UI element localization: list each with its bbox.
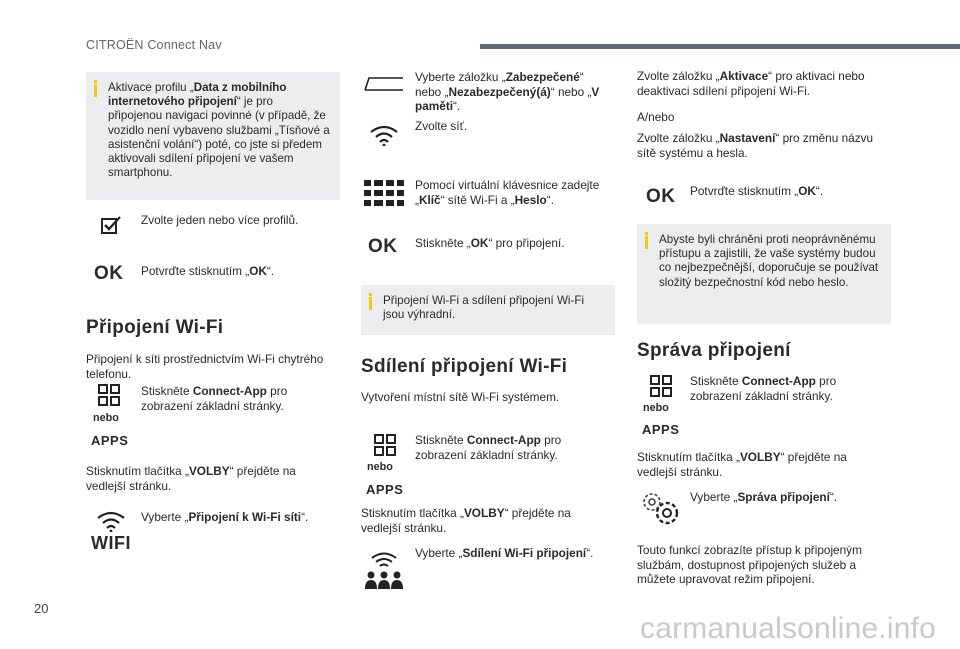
- info-note-security: [637, 224, 891, 324]
- apps-grid-icon: [98, 384, 120, 406]
- step-select-tab: Vyberte záložku „Zabezpečené“ nebo „Nezabezpečený(á)“ nebo „V paměti“.: [415, 70, 600, 114]
- step-press-ok: Stiskněte „OK“ pro připojení.: [415, 236, 565, 250]
- step-select-connection-management: Vyberte „Správa připojení“.: [690, 490, 838, 504]
- info-note-text: Připojení Wi-Fi a sdílení připojení Wi-Fi jsou výhradní.: [383, 294, 585, 322]
- apps-label: APPS: [366, 482, 404, 497]
- apps-label: APPS: [642, 422, 680, 437]
- info-note-exclusive: [361, 285, 615, 335]
- tab-icon: [364, 76, 404, 92]
- step-select-wifi-sharing: Vyberte „Sdílení Wi-Fi připojení“.: [415, 546, 594, 560]
- info-icon: [369, 293, 372, 296]
- page-number: 20: [34, 601, 49, 616]
- step-choose-network: Zvolte síť.: [415, 119, 468, 133]
- info-icon: [94, 80, 97, 83]
- apps-label: APPS: [91, 433, 129, 448]
- or-label: nebo: [643, 402, 669, 414]
- header-bar: [480, 44, 960, 49]
- section-heading-wifi-sharing: Sdílení připojení Wi-Fi: [361, 356, 568, 377]
- gears-icon: [640, 490, 682, 528]
- info-icon-bar: [94, 84, 97, 97]
- watermark: carmanualsonline.info: [640, 612, 937, 645]
- and-or-label: A/nebo: [637, 110, 675, 124]
- connection-management-description: Touto funkcí zobrazíte přístup k připojeným službám, dostupnost připojených služeb a můžete upravovat režim připojení.: [637, 543, 862, 587]
- wifi-icon: [96, 510, 126, 532]
- step-volby: Stisknutím tlačítka „VOLBY“ přejděte na vedlejší stránku.: [361, 506, 571, 535]
- step-press-connect-app: Stiskněte Connect-App pro zobrazení základní stránky.: [415, 433, 562, 462]
- wifi-sharing-intro: Vytvoření místní sítě Wi-Fi systémem.: [361, 390, 560, 404]
- step-confirm-ok: Potvrďte stisknutím „OK“.: [141, 264, 275, 278]
- wifi-text-icon: WIFI: [91, 533, 131, 553]
- wifi-signal-icon: [369, 124, 399, 146]
- wifi-sharing-icon: [364, 550, 404, 590]
- apps-grid-icon: [650, 375, 672, 397]
- info-note-text: Abyste byli chráněni proti neoprávněnému přístupu a zajistili, že vaše systémy budou co nejbezpečnější, doporučuje se používat složitý bezpečnostní kód nebo heslo.: [659, 233, 879, 289]
- section-heading-connection-management: Správa připojení: [637, 340, 791, 361]
- or-label: nebo: [93, 412, 119, 424]
- step-settings-tab: Zvolte záložku „Nastavení“ pro změnu názvu sítě systému a hesla.: [637, 131, 874, 160]
- running-header: CITROËN Connect Nav: [86, 38, 222, 52]
- checkbox-icon: [100, 214, 126, 236]
- step-press-connect-app: Stiskněte Connect-App pro zobrazení základní stránky.: [141, 384, 288, 413]
- info-icon: [645, 232, 648, 235]
- step-enter-key-password: Pomocí virtuální klávesnice zadejte „Klíč“ sítě Wi-Fi a „Heslo“.: [415, 178, 600, 207]
- info-icon-bar: [645, 236, 648, 249]
- info-note-profile: [86, 72, 340, 200]
- info-note-text: Aktivace profilu „Data z mobilního internetového připojení“ je pro připojenou navigaci povinné (v případě, že vozidlo není vybaveno službami „Tísňové a asistenční volání“) poté, co jste si předem aktivovali sdílení připojení ve vašem smartphonu.: [108, 81, 330, 180]
- apps-grid-icon: [374, 434, 396, 456]
- step-activation-tab: Zvolte záložku „Aktivace“ pro aktivaci nebo deaktivaci sdílení připojení Wi-Fi.: [637, 69, 865, 98]
- ok-icon: OK: [94, 263, 124, 284]
- wifi-intro: Připojení k síti prostřednictvím Wi-Fi chytrého telefonu.: [86, 352, 324, 381]
- ok-icon: OK: [646, 186, 676, 207]
- keyboard-icon: [364, 180, 404, 206]
- or-label: nebo: [367, 461, 393, 473]
- section-heading-wifi: Připojení Wi-Fi: [86, 317, 224, 338]
- step-select-wifi-network: Vyberte „Připojení k Wi-Fi síti“.: [141, 510, 309, 524]
- ok-icon: OK: [368, 236, 398, 257]
- step-select-profiles: Zvolte jeden nebo více profilů.: [141, 213, 299, 227]
- info-icon-bar: [369, 297, 372, 310]
- step-volby: Stisknutím tlačítka „VOLBY“ přejděte na vedlejší stránku.: [86, 464, 296, 493]
- step-volby: Stisknutím tlačítka „VOLBY“ přejděte na vedlejší stránku.: [637, 450, 847, 479]
- step-press-connect-app: Stiskněte Connect-App pro zobrazení základní stránky.: [690, 374, 837, 403]
- step-confirm-ok: Potvrďte stisknutím „OK“.: [690, 184, 824, 198]
